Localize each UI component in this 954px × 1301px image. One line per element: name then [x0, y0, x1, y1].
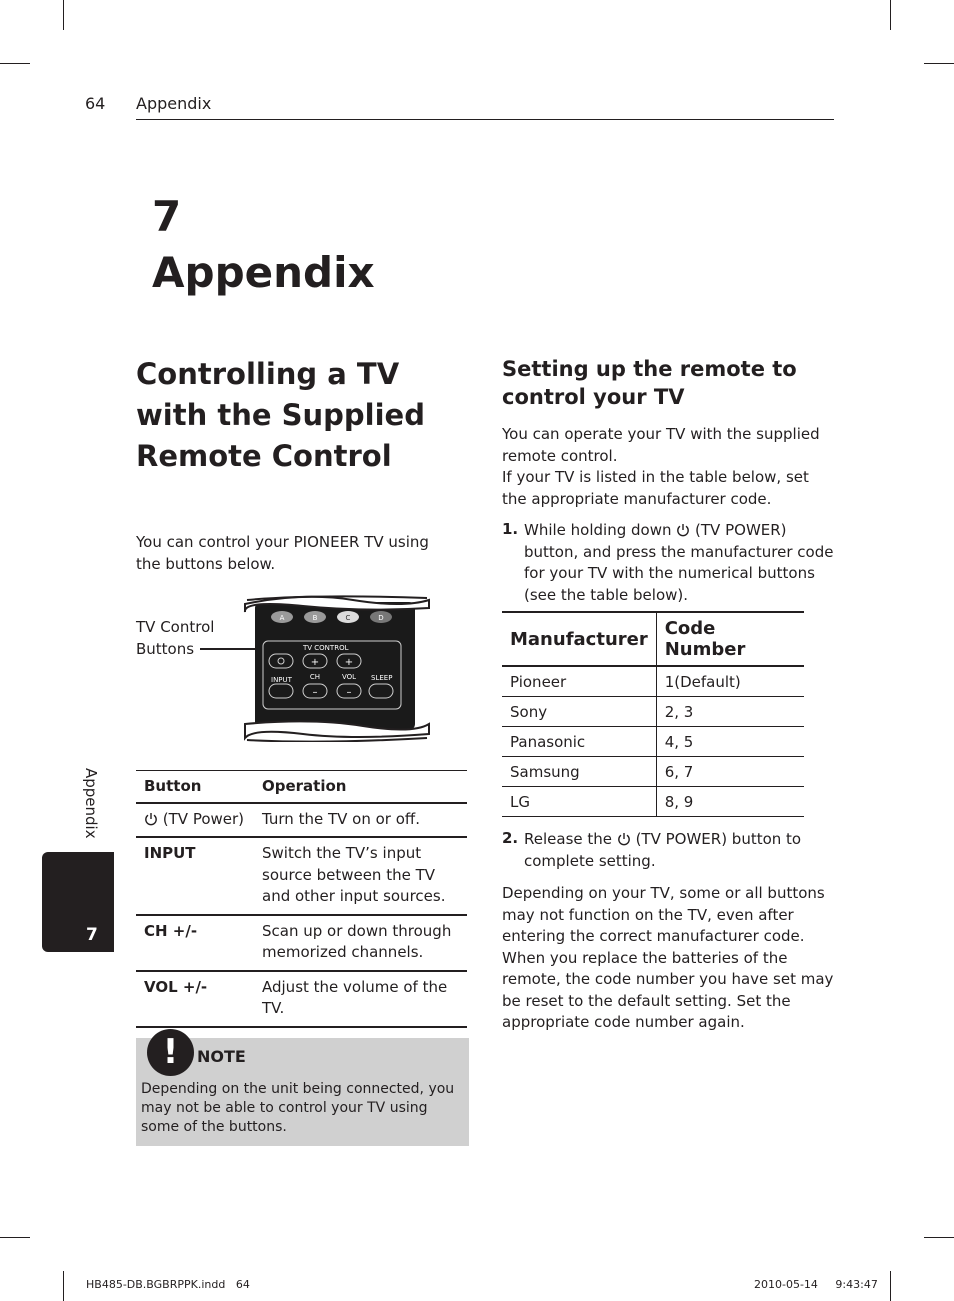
step-1-number: 1.	[502, 520, 519, 538]
table-row	[502, 787, 804, 817]
side-tab-number: 7	[86, 925, 98, 945]
note-text: Depending on the unit being connected, you may not be able to control your TV using some of the buttons.	[141, 1081, 455, 1135]
subsection-heading: Setting up the remote to control your TV	[502, 357, 797, 409]
callout-line2: Buttons	[136, 640, 195, 658]
manufacturer-name: Samsung	[502, 757, 656, 787]
key-d-label: D	[378, 614, 384, 622]
button-name: CH +/-	[136, 915, 254, 971]
manufacturer-name: LG	[502, 787, 656, 817]
step-1-text	[524, 520, 839, 606]
col-header-button: Button	[136, 771, 254, 803]
remote-illustration	[243, 594, 433, 742]
col-header-manufacturer: Manufacturer	[502, 612, 656, 666]
button-name: INPUT	[136, 837, 254, 915]
crop-mark	[0, 1237, 30, 1238]
code-number: 8, 9	[656, 787, 804, 817]
setup-intro	[502, 424, 832, 510]
operation-text: Adjust the volume of the TV.	[254, 971, 467, 1027]
manufacturer-code-table	[502, 611, 804, 817]
crop-mark	[890, 0, 891, 30]
step-1-text-post: (TV POWER) button, and press the manufacturer code for your TV with the numerical buttons (see the table below).	[524, 521, 834, 604]
svg-text:+: +	[310, 657, 320, 668]
footer-datetime: 2010-05-14 9:43:47	[754, 1278, 878, 1291]
button-name: VOL +/-	[136, 971, 254, 1027]
running-header: Appendix	[136, 94, 212, 113]
crop-mark	[924, 1237, 954, 1238]
code-number: 1(Default)	[656, 666, 804, 697]
table-header-row	[136, 771, 467, 803]
col-header-code: Code Number	[656, 612, 804, 666]
manufacturer-name: Sony	[502, 697, 656, 727]
key-a-label: A	[279, 614, 285, 622]
svg-text:+: +	[344, 657, 354, 668]
operation-text: Switch the TV’s input source between the TV and other input sources.	[254, 837, 467, 915]
svg-text:–: –	[312, 687, 318, 698]
step-1-text-pre: While holding down	[524, 521, 672, 539]
code-number: 6, 7	[656, 757, 804, 787]
key-c-label: C	[345, 614, 351, 622]
compatibility-note: Depending on your TV, some or all buttons may not function on the TV, even after entering the correct manufacturer code. When you replace the batteries of the remote, the code number you have set may be reset to the default setting. Set the appropriate code number again.	[502, 884, 834, 1031]
footer-file-slug: HB485-DB.BGBRPPK.indd 64	[86, 1278, 250, 1291]
button-name: (TV Power)	[162, 809, 245, 828]
ch-key-label: CH	[309, 673, 321, 681]
tv-control-callout	[136, 616, 236, 660]
crop-mark	[890, 1271, 891, 1301]
crop-mark	[0, 63, 30, 64]
note-label: NOTE	[197, 1047, 246, 1066]
table-row	[136, 837, 467, 915]
power-icon	[617, 832, 631, 846]
code-number: 2, 3	[656, 697, 804, 727]
crop-mark	[63, 0, 64, 30]
step-2-text	[524, 829, 824, 872]
tv-control-panel-label: TV CONTROL	[303, 644, 349, 652]
key-b-label: B	[312, 614, 318, 622]
step-2-text-post: (TV POWER) button to complete setting.	[524, 830, 802, 870]
table-row	[136, 803, 467, 838]
step-2-text-pre: Release the	[524, 830, 612, 848]
power-icon	[144, 812, 158, 826]
table-row	[502, 727, 804, 757]
chapter-title: Appendix	[152, 248, 375, 297]
header-rule	[136, 119, 834, 120]
manufacturer-name: Panasonic	[502, 727, 656, 757]
setup-intro-line1: You can operate your TV with the supplied remote control.	[502, 425, 820, 465]
crop-mark	[924, 63, 954, 64]
table-row	[502, 697, 804, 727]
table-header-row	[502, 612, 804, 666]
side-tab-label: Appendix	[82, 768, 100, 839]
table-row	[136, 971, 467, 1027]
table-row	[136, 915, 467, 971]
intro-paragraph: You can control your PIONEER TV using the buttons below.	[136, 533, 429, 573]
svg-text:–: –	[346, 687, 352, 698]
vol-key-label: VOL	[341, 673, 357, 681]
operation-text: Turn the TV on or off.	[254, 803, 467, 838]
step-2-number: 2.	[502, 829, 519, 847]
chapter-number: 7	[152, 192, 182, 241]
exclamation-icon: !	[147, 1029, 194, 1076]
manufacturer-name: Pioneer	[502, 666, 656, 697]
power-icon	[676, 523, 690, 537]
setup-intro-line2: If your TV is listed in the table below, set the appropriate manufacturer code.	[502, 468, 809, 508]
callout-line1: TV Control	[136, 618, 215, 636]
sleep-key-label: SLEEP	[371, 674, 393, 682]
side-tab	[42, 852, 114, 952]
section-heading: Controlling a TV with the Supplied Remote Control	[136, 357, 425, 473]
col-header-operation: Operation	[254, 771, 467, 803]
crop-mark	[63, 1271, 64, 1301]
table-row	[502, 666, 804, 697]
code-number: 4, 5	[656, 727, 804, 757]
page-number: 64	[85, 94, 106, 113]
table-row	[502, 757, 804, 787]
input-key-label: INPUT	[271, 676, 292, 684]
operation-text: Scan up or down through memorized channels.	[254, 915, 467, 971]
button-operation-table	[136, 770, 467, 1028]
